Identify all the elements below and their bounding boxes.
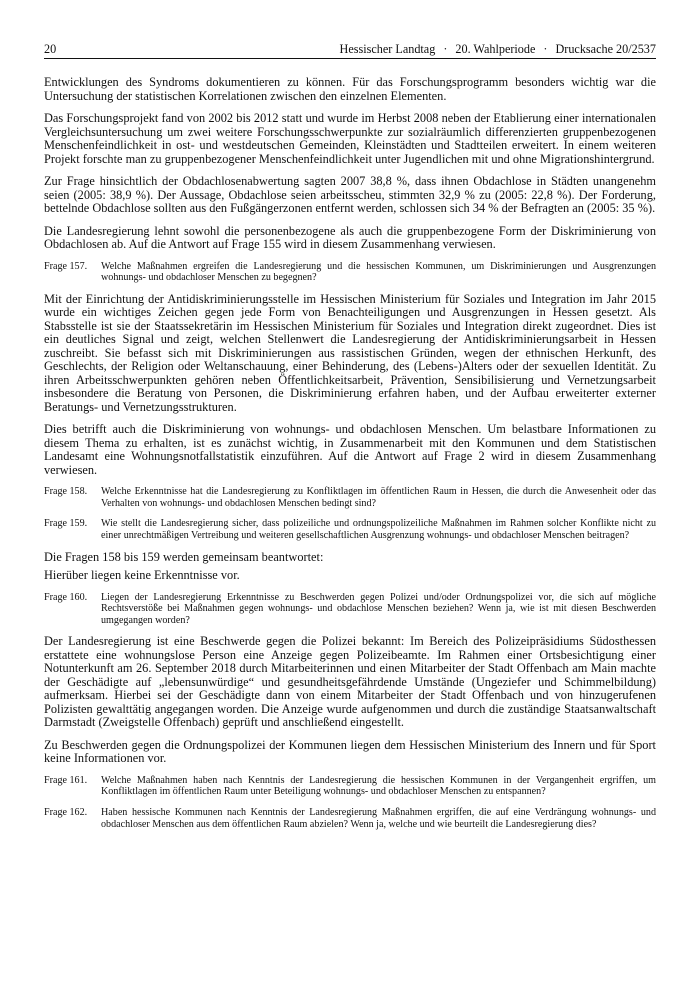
paragraph: Zu Beschwerden gegen die Ordnungspolizei der Kommunen liegen dem Hessischen Ministerium des Innern und für Sport keine Informationen vor. — [44, 737, 656, 766]
page-number: 20 — [44, 42, 57, 56]
running-header — [44, 42, 656, 59]
paragraph: Zur Frage hinsichtlich der Obdachlosenabwertung sagten 2007 38,8 %, dass ihnen Obdachlose in Städten unangenehm seien (2005: 38,9 %). Der Aussage, Obdachlose seien arbeitsscheu, stimmten 32,9 % zu (2005: 22,8 %). Der Forderung, bettelnde Obdachlose sollten aus den Fußgängerzonen entfernt werden, schlossen sich 34 % der Befragten an (2005: 35 %). — [44, 174, 656, 215]
running-title — [340, 42, 656, 57]
question-157 — [44, 261, 656, 284]
page-body — [44, 76, 656, 839]
question-text: Welche Maßnahmen haben nach Kenntnis der Landesregierung die hessischen Kommunen in der Vergangenheit ergriffen, um Konfliktlagen im öffentlichen Raum unter Beteiligung wohnungs- und obdachloser Menschen zu entspannen? — [101, 774, 656, 798]
question-159 — [44, 518, 656, 541]
question-text: Welche Erkenntnisse hat die Landesregierung zu Konfliktlagen im öffentlichen Raum in Hessen, die durch die Anwesenheit oder das Verhalten von wohnungs- und obdachlosen Menschen bedingt sind? — [101, 486, 656, 509]
question-text: Wie stellt die Landesregierung sicher, dass polizeiliche und ordnungspolizeiliche Maßnahmen im Rahmen solcher Konflikte nicht zu einer unrechtmäßigen Vertreibung und weiteren gesellschaftlichen Ausgrenzung wohnungs- und obdachloser Menschen beitragen? — [101, 518, 656, 541]
paragraph: Hierüber liegen keine Erkenntnisse vor. — [44, 568, 240, 583]
question-162 — [44, 807, 656, 830]
parliament-name: Hessischer Landtag — [339, 42, 436, 56]
question-label: Frage 160. — [44, 591, 88, 603]
header-separator: · — [543, 42, 548, 56]
paragraph: Entwicklungen des Syndroms dokumentieren zu können. Für das Forschungsprogramm besonders wichtig war die Untersuchung der statistischen Korrelationen zwischen den einzelnen Elementen. — [44, 75, 656, 103]
question-label: Frage 159. — [44, 518, 88, 530]
paragraph: Die Fragen 158 bis 159 werden gemeinsam beantwortet: — [44, 549, 324, 564]
header-separator: · — [443, 42, 448, 56]
paragraph: Dies betrifft auch die Diskriminierung von wohnungs- und obdachlosen Menschen. Um belastbare Informationen zu diesem Thema zu erhalten, ist es zunächst wichtig, in Zusammenarbeit mit den Kommunen und dem Statistischen Landesamt eine Wohnungsnotfallstatistik einzuführen. Auf die Antwort auf Frage 2 wird in diesem Zusammenhang verwiesen. — [44, 422, 656, 477]
paragraph: Der Landesregierung ist eine Beschwerde gegen die Polizei bekannt: Im Bereich des Polizeipräsidiums Südosthessen erstattete eine wohnungslose Person eine Anzeige gegen Polizeibeamte. Im Rahmen einer Ortsbesichtigung einer Notunterkunft am 26. September 2018 durch Mitarbeiterinnen und einen Mitarbeiter der Stadt Offenbach am Main machte der Geschädigte auf „lebensunwürdige“ und gesundheitsgefährdende Umstände (Ungeziefer und Schimmelbildung) aufmerksam. Hierbei sei der Geschädigte dann von einem Mitarbeiter der Stadt Offenbach und von hinzugerufenen Polizisten gewalttätig angegangen worden. Die Anzeige wurde aufgenommen und durch die zuständige Staatsanwaltschaft Darmstadt (Zweigstelle Offenbach) geprüft und anschließend eingestellt. — [44, 634, 656, 730]
print-reference: Drucksache 20/2537 — [555, 42, 656, 56]
paragraph: Das Forschungsprojekt fand von 2002 bis 2012 statt und wurde im Herbst 2008 neben der Etablierung einer internationalen Vergleichsuntersuchung um zwei weitere Forschungsschwerpunkte zur sozialräumlich differenzierten gruppenbezogenen Menschenfeindlichkeit in ost- und westdeutschen Gemeinden, Kleinstädten und Stadtteilen erweitert. In einem weiteren Projekt forschte man zu gruppenbezogener Menschenfeindlichkeit unter Jugendlichen mit und ohne Migrationshintergrund. — [44, 111, 656, 166]
paragraph: Die Landesregierung lehnt sowohl die personenbezogene als auch die gruppenbezogene Form der Diskriminierung von Obdachlosen ab. Auf die Antwort auf Frage 155 wird in diesem Zusammenhang verwiesen. — [44, 223, 656, 251]
question-label: Frage 162. — [44, 807, 88, 819]
question-label: Frage 157. — [44, 260, 88, 272]
question-160 — [44, 592, 656, 627]
question-text: Liegen der Landesregierung Erkenntnisse zu Beschwerden gegen Polizei und/oder Ordnungspolizei vor, die sich auf mögliche Rechtsverstöße bei Maßnahmen gegen wohnungs- und obdachlose Menschen beziehen? Wenn ja, wie ist mit diesen Beschwerden umgegangen worden? — [101, 591, 656, 626]
legislative-period: 20. Wahlperiode — [455, 42, 536, 56]
question-label: Frage 158. — [44, 486, 88, 498]
question-text: Haben hessische Kommunen nach Kenntnis der Landesregierung Maßnahmen ergriffen, die auf eine Verdrängung wohnungs- und obdachloser Menschen aus dem öffentlichen Raum abzielen? Wenn ja, welche und wie beurteilt die Landesregierung dies? — [101, 807, 656, 830]
paragraph: Mit der Einrichtung der Antidiskriminierungsstelle im Hessischen Ministerium für Soziales und Integration im Jahr 2015 wurde ein wichtiges Zeichen gegen jede Form von Benachteiligungen und Ausgrenzungen in Hessen gesetzt. Als Stabsstelle ist sie der Staatssekretärin im Hessischen Ministerium für Soziales und Integration direkt zugeordnet. Dies ist ein deutliches Signal und zeigt, welchen Stellenwert die Landesregierung der Antidiskriminierungsarbeit in Hessen zuschreibt. Sie befasst sich mit Diskriminierungen aus rassistischen Gründen, wegen der ethnischen Herkunft, des Geschlechts, der Religion oder Weltanschauung, einer Behinderung, des (Lebens-)Alters oder der sexuellen Identität. Zu ihren Arbeitsschwerpunkten gehören neben Öffentlichkeitsarbeit, Prävention, Sensibilisierung und Vernetzungsarbeit insbesondere die Beratung von Personen, die Diskriminierung erfahren haben, und der Aufbau erweiterter externer Beratungs- und Vernetzungsstrukturen. — [44, 291, 656, 414]
question-158 — [44, 486, 656, 509]
question-label: Frage 161. — [44, 774, 88, 786]
question-text: Welche Maßnahmen ergreifen die Landesregierung und die hessischen Kommunen, um Diskriminierungen und Ausgrenzungen wohnungs- und obdachloser Menschen zu begegnen? — [101, 260, 656, 284]
question-161 — [44, 775, 656, 798]
